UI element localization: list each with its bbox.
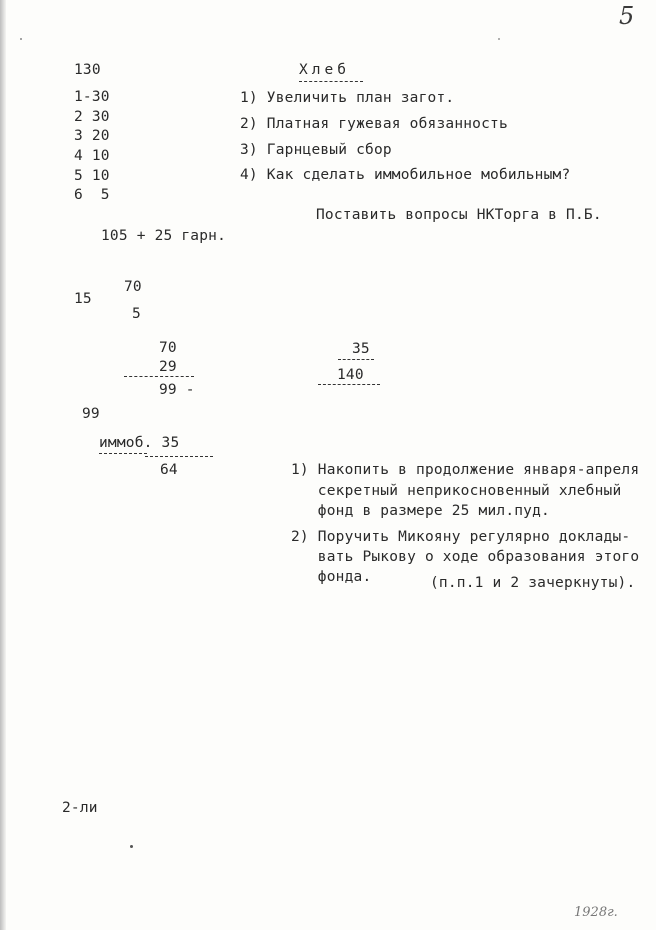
paper-speck [498, 38, 500, 40]
resolution-note: (п.п.1 и 2 зачеркнуты). [430, 575, 636, 591]
calc-value: 5 [132, 306, 141, 322]
calc-value: 29 [159, 359, 177, 375]
resolution-line: 2) Поручить Микояну регулярно доклады- [291, 529, 631, 545]
calc-value: иммоб. 35 [99, 435, 180, 451]
title-underline [299, 81, 363, 82]
calc-value: 99 [82, 406, 100, 422]
sum-line: 105 + 25 гарн. [101, 228, 227, 244]
resolution-line: вать Рыкову о ходе образования этого [291, 549, 640, 565]
calc-value: 140 [337, 367, 364, 383]
paper-speck [130, 845, 133, 848]
page-number: 5 [619, 2, 635, 30]
agenda-item: 4) Как сделать иммобильное мобильным? [240, 167, 571, 183]
left-list-item: 3 20 [74, 128, 110, 144]
left-top-number: 130 [74, 62, 101, 78]
agenda-item: 3) Гарнцевый сбор [240, 142, 392, 158]
left-list-item: 2 30 [74, 109, 110, 125]
calc-underline [338, 359, 374, 360]
year-mark: 1928г. [574, 905, 618, 920]
immob-underline [99, 453, 147, 454]
left-list-item: 4 10 [74, 148, 110, 164]
calc-value: 70 [159, 340, 177, 356]
left-list-item: 1-30 [74, 89, 110, 105]
calc-value: 64 [160, 462, 178, 478]
calc-value: 99 - [159, 382, 195, 398]
paper-speck [20, 38, 22, 40]
note-line: Поставить вопросы НКТорга в П.Б. [316, 207, 602, 223]
page-edge-shadow [0, 0, 6, 930]
calc-value: 35 [352, 341, 370, 357]
calc-underline [124, 376, 194, 377]
agenda-item: 1) Увеличить план загот. [240, 90, 455, 106]
footer-left: 2-ли [62, 800, 98, 816]
left-list-item: 5 10 [74, 168, 110, 184]
resolution-line: 1) Накопить в продолжение января-апреля [291, 462, 640, 478]
calc-value: 70 [124, 279, 142, 295]
agenda-item: 2) Платная гужевая обязанность [240, 116, 508, 132]
left-list-item: 6 5 [74, 187, 110, 203]
calc-value: 15 [74, 291, 92, 307]
document-title: Хлеб [299, 62, 350, 78]
calc-underline [145, 456, 213, 457]
resolution-line: секретный неприкосновенный хлебный [291, 483, 622, 499]
resolution-line: фонд в размере 25 мил.пуд. [291, 503, 550, 519]
calc-underline [318, 384, 380, 385]
resolution-line: фонда. [291, 569, 372, 585]
